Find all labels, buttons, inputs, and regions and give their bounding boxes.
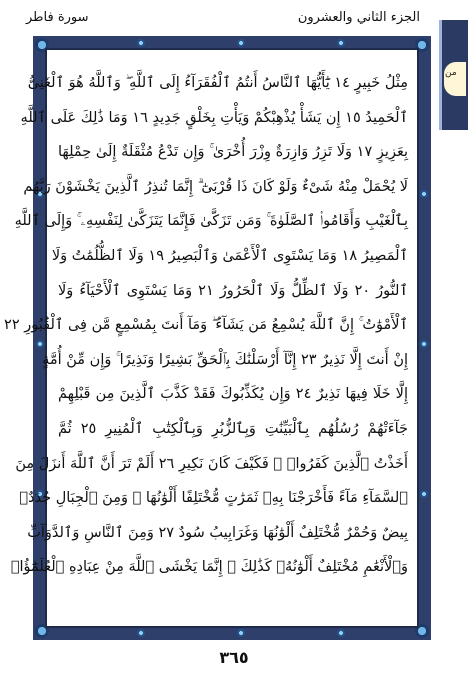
surah-side-tab [439, 20, 468, 130]
page-header [18, 8, 428, 30]
text-line: إِنْ أَنتَ إِلَّا نَذِيرٌ ٢٣ إِنَّآ أَرْسَلْنَٰكَ بِٱلْحَقِّ بَشِيرًا وَنَذِيرًا ۚ وَإِن مِّنْ أُمَّةٍ [42, 351, 408, 368]
border-ornament-icon [237, 629, 245, 637]
side-tab-label: من [445, 68, 457, 78]
text-line: بِٱلْغَيْبِ وَأَقَامُوا۟ ٱلصَّلَوٰةَ ۚ وَمَن تَزَكَّىٰ فَإِنَّمَا يَتَزَكَّىٰ لِنَفْسِهِۦ ۚ وَإِلَى ٱللَّهِ [14, 213, 408, 230]
border-ornament-icon [137, 39, 145, 47]
verse-text [4, 66, 409, 585]
text-line: لَا يُحْمَلْ مِنْهُ شَىْءٌ وَلَوْ كَانَ ذَا قُرْبَىٰٓ ۗ إِنَّمَا تُنذِرُ ٱلَّذِينَ يَخْشَوْنَ رَبَّهُم [23, 178, 408, 195]
border-ornament-icon [337, 629, 345, 637]
text-line: ٱلْحَمِيدُ ١٥ إِن يَشَأْ يُذْهِبْكُمْ وَيَأْتِ بِخَلْقٍ جَدِيدٍ ١٦ وَمَا ذَٰلِكَ عَلَى ٱللَّهِ [20, 109, 408, 126]
text-line: ٱلسَّمَآءِ مَآءً فَأَخْرَجْنَا بِهِۦ ثَمَرَٰتٍ مُّخْتَلِفًا أَلْوَٰنُهَا ۚ وَمِنَ ٱلْجِبَالِ جُدَدٌۢ [19, 490, 408, 507]
surah-name: سورة فاطر [26, 10, 89, 25]
text-line: جَآءَتْهُمْ رُسُلُهُم بِٱلْبَيِّنَٰتِ وَبِٱلزُّبُرِ وَبِٱلْكِتَٰبِ ٱلْمُنِيرِ ٢٥ ثُمَّ [58, 420, 409, 437]
text-line: أَخَذْتُ ٱلَّذِينَ كَفَرُوا۟ ۖ فَكَيْفَ كَانَ نَكِيرِ ٢٦ أَلَمْ تَرَ أَنَّ ٱللَّهَ أَنزَلَ مِنَ [15, 455, 408, 472]
border-ornament-icon [337, 39, 345, 47]
text-line: إِلَّا خَلَا فِيهَا نَذِيرٌ ٢٤ وَإِن يُكَذِّبُوكَ فَقَدْ كَذَّبَ ٱلَّذِينَ مِن قَبْلِهِمْ [58, 386, 408, 403]
border-ornament-icon [237, 39, 245, 47]
text-line: ٱلْأَمْوَٰتُ ۚ إِنَّ ٱللَّهَ يُسْمِعُ مَن يَشَآءُ ۖ وَمَآ أَنتَ بِمُسْمِعٍ مَّن فِى ٱلْقُبُورِ ٢٢ [4, 317, 408, 334]
juz-title: الجزء الثاني والعشرون [297, 10, 420, 25]
text-line: وَٱلْأَنْعَٰمِ مُخْتَلِفٌ أَلْوَٰنُهُۥ كَذَٰلِكَ ۗ إِنَّمَا يَخْشَى ٱللَّهَ مِنْ عِبَادِهِ ٱلْعُلَمَٰٓؤُا۟ [10, 559, 408, 576]
border-ornament-icon [420, 340, 428, 348]
text-line: مِثْلُ خَبِيرٍ ١٤ يَٰٓأَيُّهَا ٱلنَّاسُ أَنتُمُ ٱلْفُقَرَآءُ إِلَى ٱللَّهِ ۖ وَٱللَّهُ هُوَ ٱلْغَنِىُّ [27, 75, 408, 91]
page-number: ٣٦٥ [219, 648, 249, 667]
border-ornament-icon [420, 190, 428, 198]
text-line: بِعَزِيزٍ ١٧ وَلَا تَزِرُ وَازِرَةٌ وِزْرَ أُخْرَىٰ ۚ وَإِن تَدْعُ مُثْقَلَةٌ إِلَىٰ حِمْلِهَا [58, 144, 408, 161]
text-line: بِيضٌ وَحُمْرٌ مُّخْتَلِفٌ أَلْوَٰنُهَا وَغَرَابِيبُ سُودٌ ٢٧ وَمِنَ ٱلنَّاسِ وَٱلدَّوَآبِّ [27, 524, 408, 541]
border-ornament-icon [420, 490, 428, 498]
border-ornament-icon [137, 629, 145, 637]
text-line: ٱلنُّورُ ٢٠ وَلَا ٱلظِّلُّ وَلَا ٱلْحَرُورُ ٢١ وَمَا يَسْتَوِى ٱلْأَحْيَآءُ وَلَا [58, 282, 408, 299]
text-line: ٱلْمَصِيرُ ١٨ وَمَا يَسْتَوِى ٱلْأَعْمَىٰ وَٱلْبَصِيرُ ١٩ وَلَا ٱلظُّلُمَٰتُ وَلَا [51, 247, 408, 264]
